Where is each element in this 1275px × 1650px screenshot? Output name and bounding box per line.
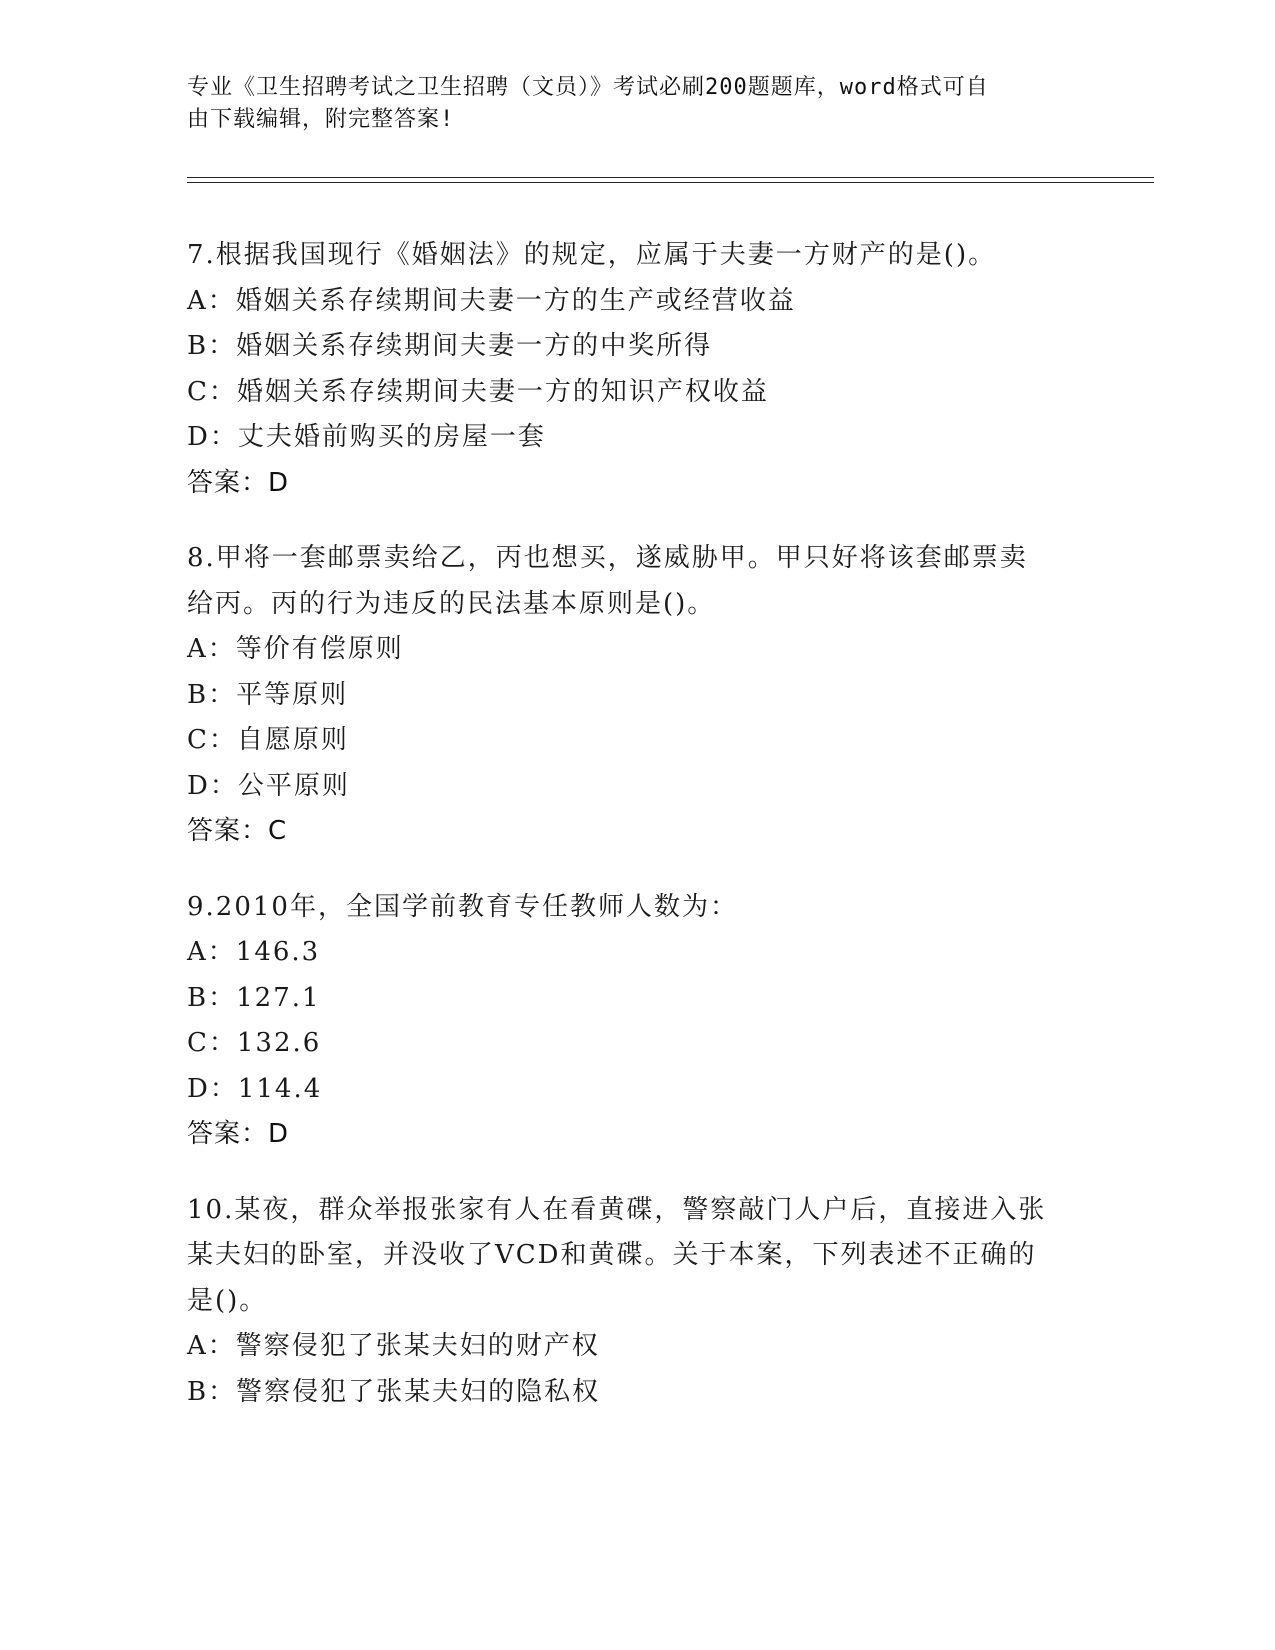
- option-a: A：警察侵犯了张某夫妇的财产权: [187, 1331, 600, 1361]
- option-c: C：婚姻关系存续期间夫妻一方的知识产权收益: [187, 376, 769, 407]
- option-b: B：平等原则: [187, 679, 349, 710]
- question-7: [187, 233, 1087, 506]
- question-8: [187, 536, 1087, 855]
- question-stem: 10.某夜，群众举报张家有人在看黄碟，警察敲门人户后，直接进入张: [187, 1194, 1047, 1225]
- answer-label: 答案：C: [187, 816, 288, 846]
- document-header: [187, 72, 1087, 136]
- question-stem: 给丙。丙的行为违反的民法基本原则是()。: [187, 588, 716, 619]
- header-line-2: 由下载编辑，附完整答案!: [187, 107, 455, 132]
- option-b: B：127.1: [187, 982, 321, 1013]
- question-10: [187, 1188, 1087, 1416]
- option-d: D：114.4: [187, 1073, 323, 1104]
- answer-label: 答案：D: [187, 1119, 290, 1149]
- option-b: B：婚姻关系存续期间夫妻一方的中奖所得: [187, 331, 713, 361]
- option-c: C：132.6: [187, 1028, 322, 1058]
- question-stem: 某夫妇的卧室，并没收了VCD和黄碟。关于本案，下列表述不正确的: [187, 1240, 1037, 1270]
- option-a: A：146.3: [187, 937, 321, 967]
- question-list: [187, 233, 1087, 1445]
- option-d: D：公平原则: [187, 770, 350, 801]
- option-c: C：自愿原则: [187, 725, 349, 755]
- question-stem: 7.根据我国现行《婚姻法》的规定，应属于夫妻一方财产的是()。: [187, 240, 997, 270]
- header-line-1: 专业《卫生招聘考试之卫生招聘（文员）》考试必刷200题题库，word格式可自: [187, 75, 989, 100]
- question-stem: 8.甲将一套邮票卖给乙，丙也想买，遂威胁甲。甲只好将该套邮票卖: [187, 543, 1028, 573]
- question-9: [187, 885, 1087, 1158]
- question-stem: 9.2010年，全国学前教育专任教师人数为：: [187, 891, 738, 922]
- header-divider: [187, 177, 1154, 183]
- option-d: D：丈夫婚前购买的房屋一套: [187, 422, 546, 452]
- option-a: A：婚姻关系存续期间夫妻一方的生产或经营收益: [187, 285, 796, 316]
- option-b: B：警察侵犯了张某夫妇的隐私权: [187, 1376, 601, 1407]
- option-a: A：等价有偿原则: [187, 634, 404, 664]
- question-stem: 是()。: [187, 1285, 268, 1316]
- answer-label: 答案：D: [187, 467, 290, 498]
